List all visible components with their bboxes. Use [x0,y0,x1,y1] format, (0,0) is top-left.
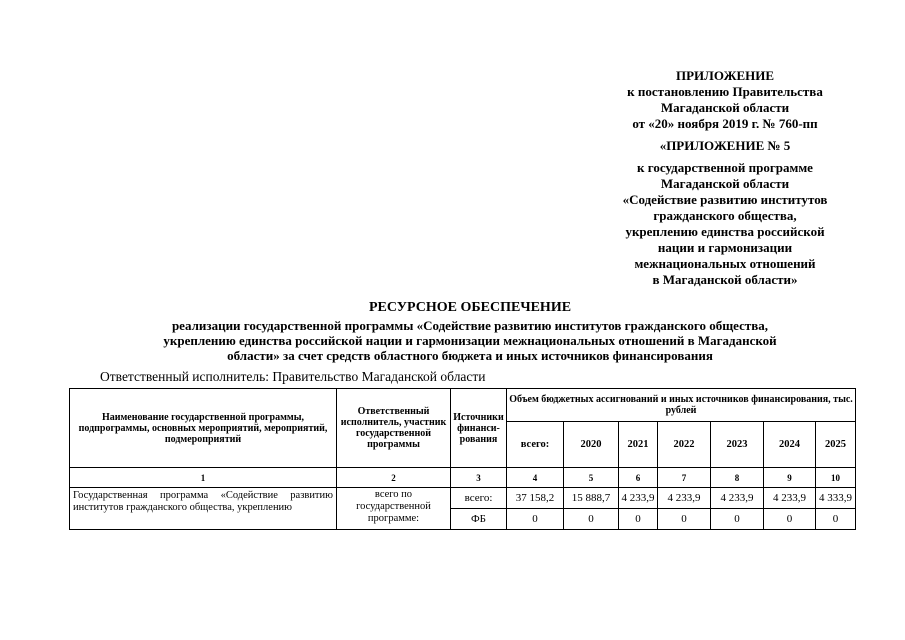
value-cell: 0 [564,509,619,530]
appendix-line: нации и гармонизации [657,240,793,255]
document-subtitle [100,318,840,363]
header-year: 2024 [764,422,816,468]
value-cell: 0 [658,509,711,530]
appendix-heading: ПРИЛОЖЕНИЕ [675,68,775,83]
value-cell: 4 333,9 [816,488,856,509]
col-number: 1 [70,468,337,488]
value-cell: 37 158,2 [507,488,564,509]
source-cell: ФБ [451,509,507,530]
header-year: 2021 [619,422,658,468]
col-number: 10 [816,468,856,488]
header-total: всего: [507,422,564,468]
appendix-line: к постановлению Правительства [627,84,823,99]
appendix-block [590,68,860,288]
value-cell: 4 233,9 [619,488,658,509]
header-year: 2023 [711,422,764,468]
value-cell: 0 [764,509,816,530]
appendix-line: Магаданской области [660,176,790,191]
value-cell: 0 [816,509,856,530]
col-number: 2 [337,468,451,488]
value-cell: 0 [711,509,764,530]
col-number: 9 [764,468,816,488]
header-name: Наименование государственной программы, подпрограммы, основных мероприятий, мероприятий, подмероприятий [70,389,337,468]
appendix-line: к государственной программе [637,160,813,175]
col-number: 4 [507,468,564,488]
table-row [70,488,856,509]
document-title: РЕСУРСНОЕ ОБЕСПЕЧЕНИЕ [368,300,572,315]
appendix-line: «Содействие развитию институтов [622,192,828,207]
col-number: 5 [564,468,619,488]
value-cell: 4 233,9 [658,488,711,509]
program-responsible: всего по государственной программе: [337,488,451,530]
subtitle-line: области» за счет средств областного бюджета и иных источников финансирования [227,348,713,363]
col-number: 3 [451,468,507,488]
appendix-line: в Магаданской области» [652,272,798,287]
responsible-executor: Ответственный исполнитель: Правительство Магаданской области [100,369,486,384]
value-cell: 0 [507,509,564,530]
header-year: 2025 [816,422,856,468]
appendix-line: Магаданской области [660,100,790,115]
header-year: 2022 [658,422,711,468]
header-year: 2020 [564,422,619,468]
subtitle-line: реализации государственной программы «Содействие развитию институтов гражданского общества, [171,318,769,333]
appendix-line: укреплению единства российской [625,224,825,239]
source-cell: всего: [451,488,507,509]
header-responsible: Ответственный исполнитель, участник государственной программы [337,389,451,468]
appendix5-heading: «ПРИЛОЖЕНИЕ № 5 [659,138,791,153]
value-cell: 4 233,9 [764,488,816,509]
subtitle-line: укреплению единства российской нации и гармонизации межнациональных отношений в Магаданской [163,333,777,348]
header-volume: Объем бюджетных ассигнований и иных источников финансирования, тыс. рублей [507,389,856,422]
col-number: 7 [658,468,711,488]
value-cell: 4 233,9 [711,488,764,509]
col-number: 8 [711,468,764,488]
value-cell: 15 888,7 [564,488,619,509]
header-source: Источники финанси-рования [451,389,507,468]
col-number: 6 [619,468,658,488]
resource-table [69,388,856,530]
value-cell: 0 [619,509,658,530]
program-name: Государственная программа «Содействие развитию институтов гражданского общества, укреплению [70,488,337,530]
appendix-date: от «20» ноября 2019 г. № 760-пп [632,116,818,131]
appendix-line: межнациональных отношений [634,256,816,271]
appendix-line: гражданского общества, [653,208,797,223]
